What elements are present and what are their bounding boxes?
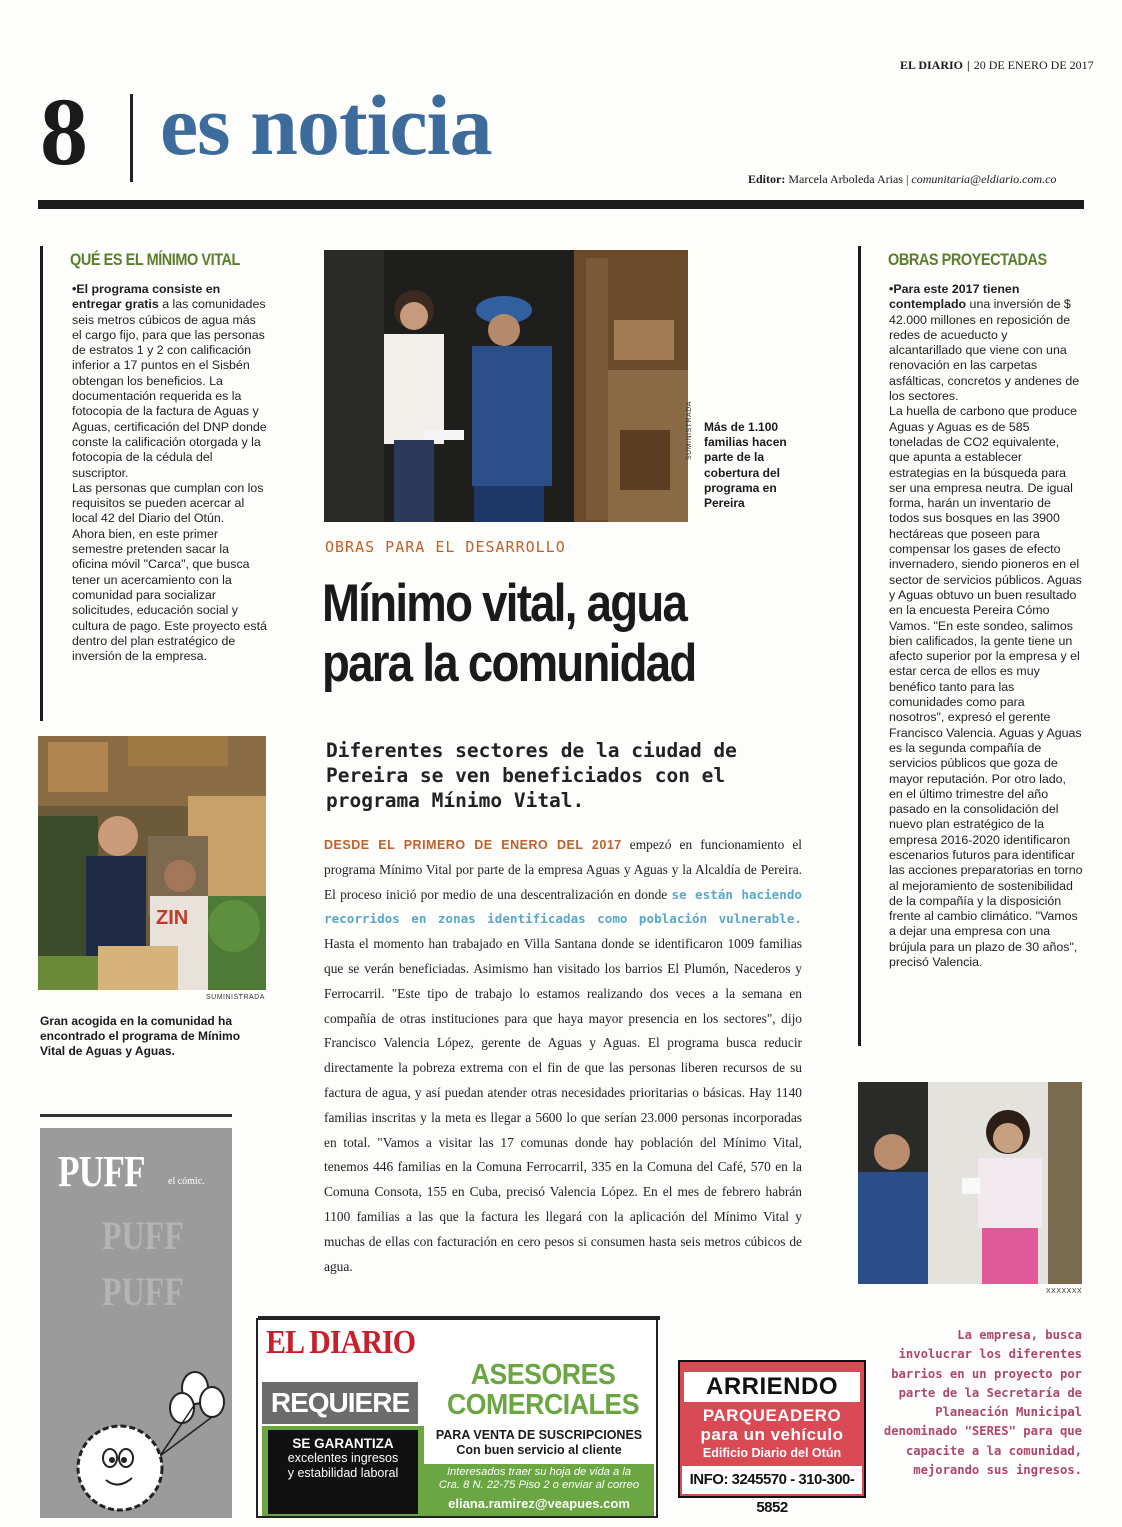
el-diario-ad[interactable] <box>256 1318 658 1518</box>
left-photo <box>38 736 266 990</box>
left-sidebar-heading: QUÉ ES EL MÍNIMO VITAL <box>70 250 240 269</box>
arriendo-line-2: para un vehículo <box>700 1425 844 1444</box>
puff-comic-ad[interactable] <box>40 1128 232 1518</box>
puff-title: PUFF <box>58 1147 145 1196</box>
ad-asesores-1: ASESORES <box>470 1359 616 1391</box>
ad-asesores-2: COMERCIALES <box>446 1389 640 1421</box>
right-sidebar-text <box>889 282 1083 970</box>
arriendo-line-1: PARQUEADERO <box>702 1406 842 1425</box>
promo-text: La empresa, busca involucrar los diferentes barrios en un proyecto por parte de la Secretaría de Planeación Municipal denominado "SERES" para que capacite a la comunidad, mejorando sus ingresos. <box>883 1328 1082 1478</box>
ad-garantiza-2: excelentes ingresos <box>287 1451 399 1465</box>
right-sidebar-heading: OBRAS PROYECTADAS <box>888 250 1047 269</box>
arriendo-lines <box>680 1406 864 1444</box>
ad-contacto-1: Interesados traer su hoja de vida a la <box>446 1466 632 1478</box>
date: 20 DE ENERO DE 2017 <box>973 58 1094 72</box>
left-sidebar-bar <box>40 246 43 721</box>
arriendo-info: INFO: 3245570 - 310-300-5852 <box>682 1466 862 1494</box>
headline-line-2: para la comunidad <box>322 634 696 693</box>
ad-email[interactable]: eliana.ramirez@veapues.com <box>448 1496 630 1511</box>
top-photo-image <box>324 250 688 522</box>
left-photo-credit: SUMINISTRADA <box>206 994 265 1001</box>
article-body-1: empezó en funcionamiento el programa Mínimo Vital por parte de la empresa Aguas y Aguas y la Alcaldía de Pereira. El proceso inició por medio de una descentralización en donde <box>324 837 802 902</box>
ad-contacto-2: Cra. 8 N. 22-75 Piso 2 o enviar al correo <box>438 1479 640 1491</box>
left-sidebar-lead: •El programa consiste en entregar gratis <box>72 282 221 312</box>
editor-label: Editor: <box>748 172 786 186</box>
top-photo-credit: SUMINISTRADA <box>686 401 693 460</box>
ad-asesores <box>446 1360 639 1420</box>
paper-name: EL DIARIO <box>900 58 964 72</box>
article-headline <box>322 574 804 694</box>
ad-garantiza <box>268 1430 418 1514</box>
ad-garantiza-title: SE GARANTIZA <box>292 1436 394 1451</box>
puff-echo-2: PUFF <box>102 1269 184 1314</box>
left-photo-image <box>38 736 266 990</box>
article-body <box>324 833 802 1279</box>
arriendo-title: ARRIENDO <box>684 1372 860 1402</box>
puff-character-icon <box>60 1358 230 1518</box>
article-subhead: Diferentes sectores de la ciudad de Pereira se ven beneficiados con el programa Mínimo Vital. <box>326 739 737 812</box>
shirt-text: ZIN <box>156 907 189 929</box>
top-photo-caption: Más de 1.100 familias hacen parte de la cobertura del programa en Pereira <box>704 420 787 511</box>
editor-email[interactable]: comunitaria@eldiario.com.co <box>911 172 1057 186</box>
right-sidebar-text-2: La huella de carbono que produce Aguas y Aguas es de 585 toneladas de CO2 equivalente, que apunta a establecer estrategias en la búsqueda para ser una empresa neutra. De igual forma, harán un inventario de todos sus bosques en las 3900 hectáreas que poseen para compensar los gases de efecto invernadero, siendo pioneros en el sector de servicios públicos. Aguas y Aguas obtuvo un buen resultado en la encuesta Pereira Cómo Vamos. "En este sondeo, salimos bien calificados, la gente tiene un afecto superior por la empresa y el estar cerca de ellos es muy benéfico tanto para las comunidades como para nosotros", expresó el gerente Francisco Valencia. Aguas y Aguas es la segunda compañía de servicios públicos que goza de mayor reputación. Por otro lado, en el último trimestre del año pasado en la consolidación del nuevo plan estratégico de la empresa 2016-2020 identificaron escenarios futuros para identificar las acciones preparatorias en torno al mejoramiento de sostenibilidad de la compañía y la disposición frente al cambio climático. "Vamos a dejar una empresa con una brújula para un plazo de 30 años", precisó Valencia. <box>889 404 1083 970</box>
right-photo-credit: XXXXXXX <box>1046 1288 1083 1295</box>
ad-venta-2: Con buen servicio al cliente <box>456 1443 622 1457</box>
right-photo <box>858 1082 1082 1284</box>
header-divider <box>130 94 133 182</box>
right-photo-image <box>858 1082 1082 1284</box>
article-body-highlight: se están haciendo recorridos en zonas identificadas como población vulnerable. <box>324 886 802 927</box>
headline-line-1: Mínimo vital, agua <box>322 574 687 633</box>
puff-echo-1: PUFF <box>102 1213 184 1258</box>
header-rule <box>38 200 1084 209</box>
ad-top-bar <box>258 1316 660 1320</box>
editor-name: Marcela Arboleda Arias <box>788 172 903 186</box>
article-kicker: OBRAS PARA EL DESARROLLO <box>325 538 566 556</box>
ad-contacto <box>424 1466 654 1492</box>
arriendo-line-3: Edificio Diario del Otún <box>702 1446 842 1460</box>
ad-venta-1: PARA VENTA DE SUSCRIPCIONES <box>435 1428 643 1442</box>
left-sidebar-text-2: Las personas que cumplan con los requisitos se pueden acercar al local 42 del Diario del Otún. <box>72 480 264 526</box>
page-number: 8 <box>40 78 88 185</box>
right-sidebar-bar <box>858 246 861 1046</box>
ad-requiere: REQUIERE <box>262 1382 418 1424</box>
top-photo <box>324 250 688 522</box>
editor-line: Editor: Marcela Arboleda Arias | comunitaria@eldiario.com.co <box>748 172 1057 186</box>
puff-ad-rule <box>40 1114 232 1117</box>
header-paper-date: EL DIARIO | 20 DE ENERO DE 2017 <box>900 58 1094 72</box>
article-body-2: Hasta el momento han trabajado en Villa Santana donde se identificaron 1009 familias que se verán beneficiadas. Asimismo han visitado los barrios El Plumón, Nacederos y Ferrocarril. "Este tipo de trabajo lo estamos realizando dos veces a la semana en compañía de otras instituciones para que haya mayor presencia en los sectores", dijo Francisco Valencia López, gerente de Aguas y Aguas. El programa busca reducir directamente la pobreza extrema con el fin de que las personas liberen recursos de su factura de agua, y así puedan atender otras necesidades prioritarias o básicas. Hay 1140 familias inscritas y la meta es llegar a 5600 lo que serían 23.000 personas incorporadas en total. "Vamos a visitar las 17 comunas donde hay población del Mínimo Vital, tenemos 446 familias en la Comuna Ferrocarril, 335 en la Comuna del Café, 570 en la Comuna Consota, 155 en Cuba, precisó Valencia López. En el mes de febrero habrán 1100 familias a las que la factura les llegará con la aplicación del Mínimo Vital y muchas de ellas con facturación en cero pesos si consumen hasta seis metros cúbicos de agua. <box>324 936 802 1274</box>
right-sidebar-lead: •Para este 2017 tienen contemplado <box>889 282 1020 312</box>
left-photo-caption: Gran acogida en la comunidad ha encontrado el programa de Mínimo Vital de Aguas y Aguas. <box>40 1014 241 1058</box>
puff-subtitle: el cómic. <box>168 1176 205 1187</box>
arriendo-ad[interactable] <box>678 1360 866 1516</box>
left-sidebar-text <box>72 282 268 664</box>
left-sidebar-text-1: a las comunidades seis metros cúbicos de agua más el cargo fijo, para que las personas de estratos 1 y 2 con calificación inferior a 17 puntos en el Sisbén obtengan los beneficios. La documentación requerida es la fotocopia de la factura de Aguas y Aguas, certificación del DNP donde conste la calificación otorgada y la fotocopia de la cédula del suscriptor. <box>72 297 267 480</box>
ad-venta <box>424 1424 654 1464</box>
ad-garantiza-3: y estabilidad laboral <box>287 1466 399 1480</box>
section-title: es noticia <box>160 77 492 173</box>
ad-logo: EL DIARIO <box>266 1324 416 1361</box>
left-sidebar-text-3: Ahora bien, en este primer semestre pretenden sacar la oficina móvil "Carca", que busca tener un acercamiento con la comunidad para socializar solicitudes, educación social y cultura de pago. Este proyecto está dentro del plan estratégico de inversión de la empresa. <box>72 526 267 664</box>
article-body-lead: DESDE EL PRIMERO DE ENERO DEL 2017 <box>324 838 622 852</box>
right-sidebar-text-1: una inversión de $ 42.000 millones en reposición de redes de acueducto y alcantarillado que viene con una renovación en las carpetas asfálticas, concretos y andenes de los sectores. <box>889 297 1080 404</box>
